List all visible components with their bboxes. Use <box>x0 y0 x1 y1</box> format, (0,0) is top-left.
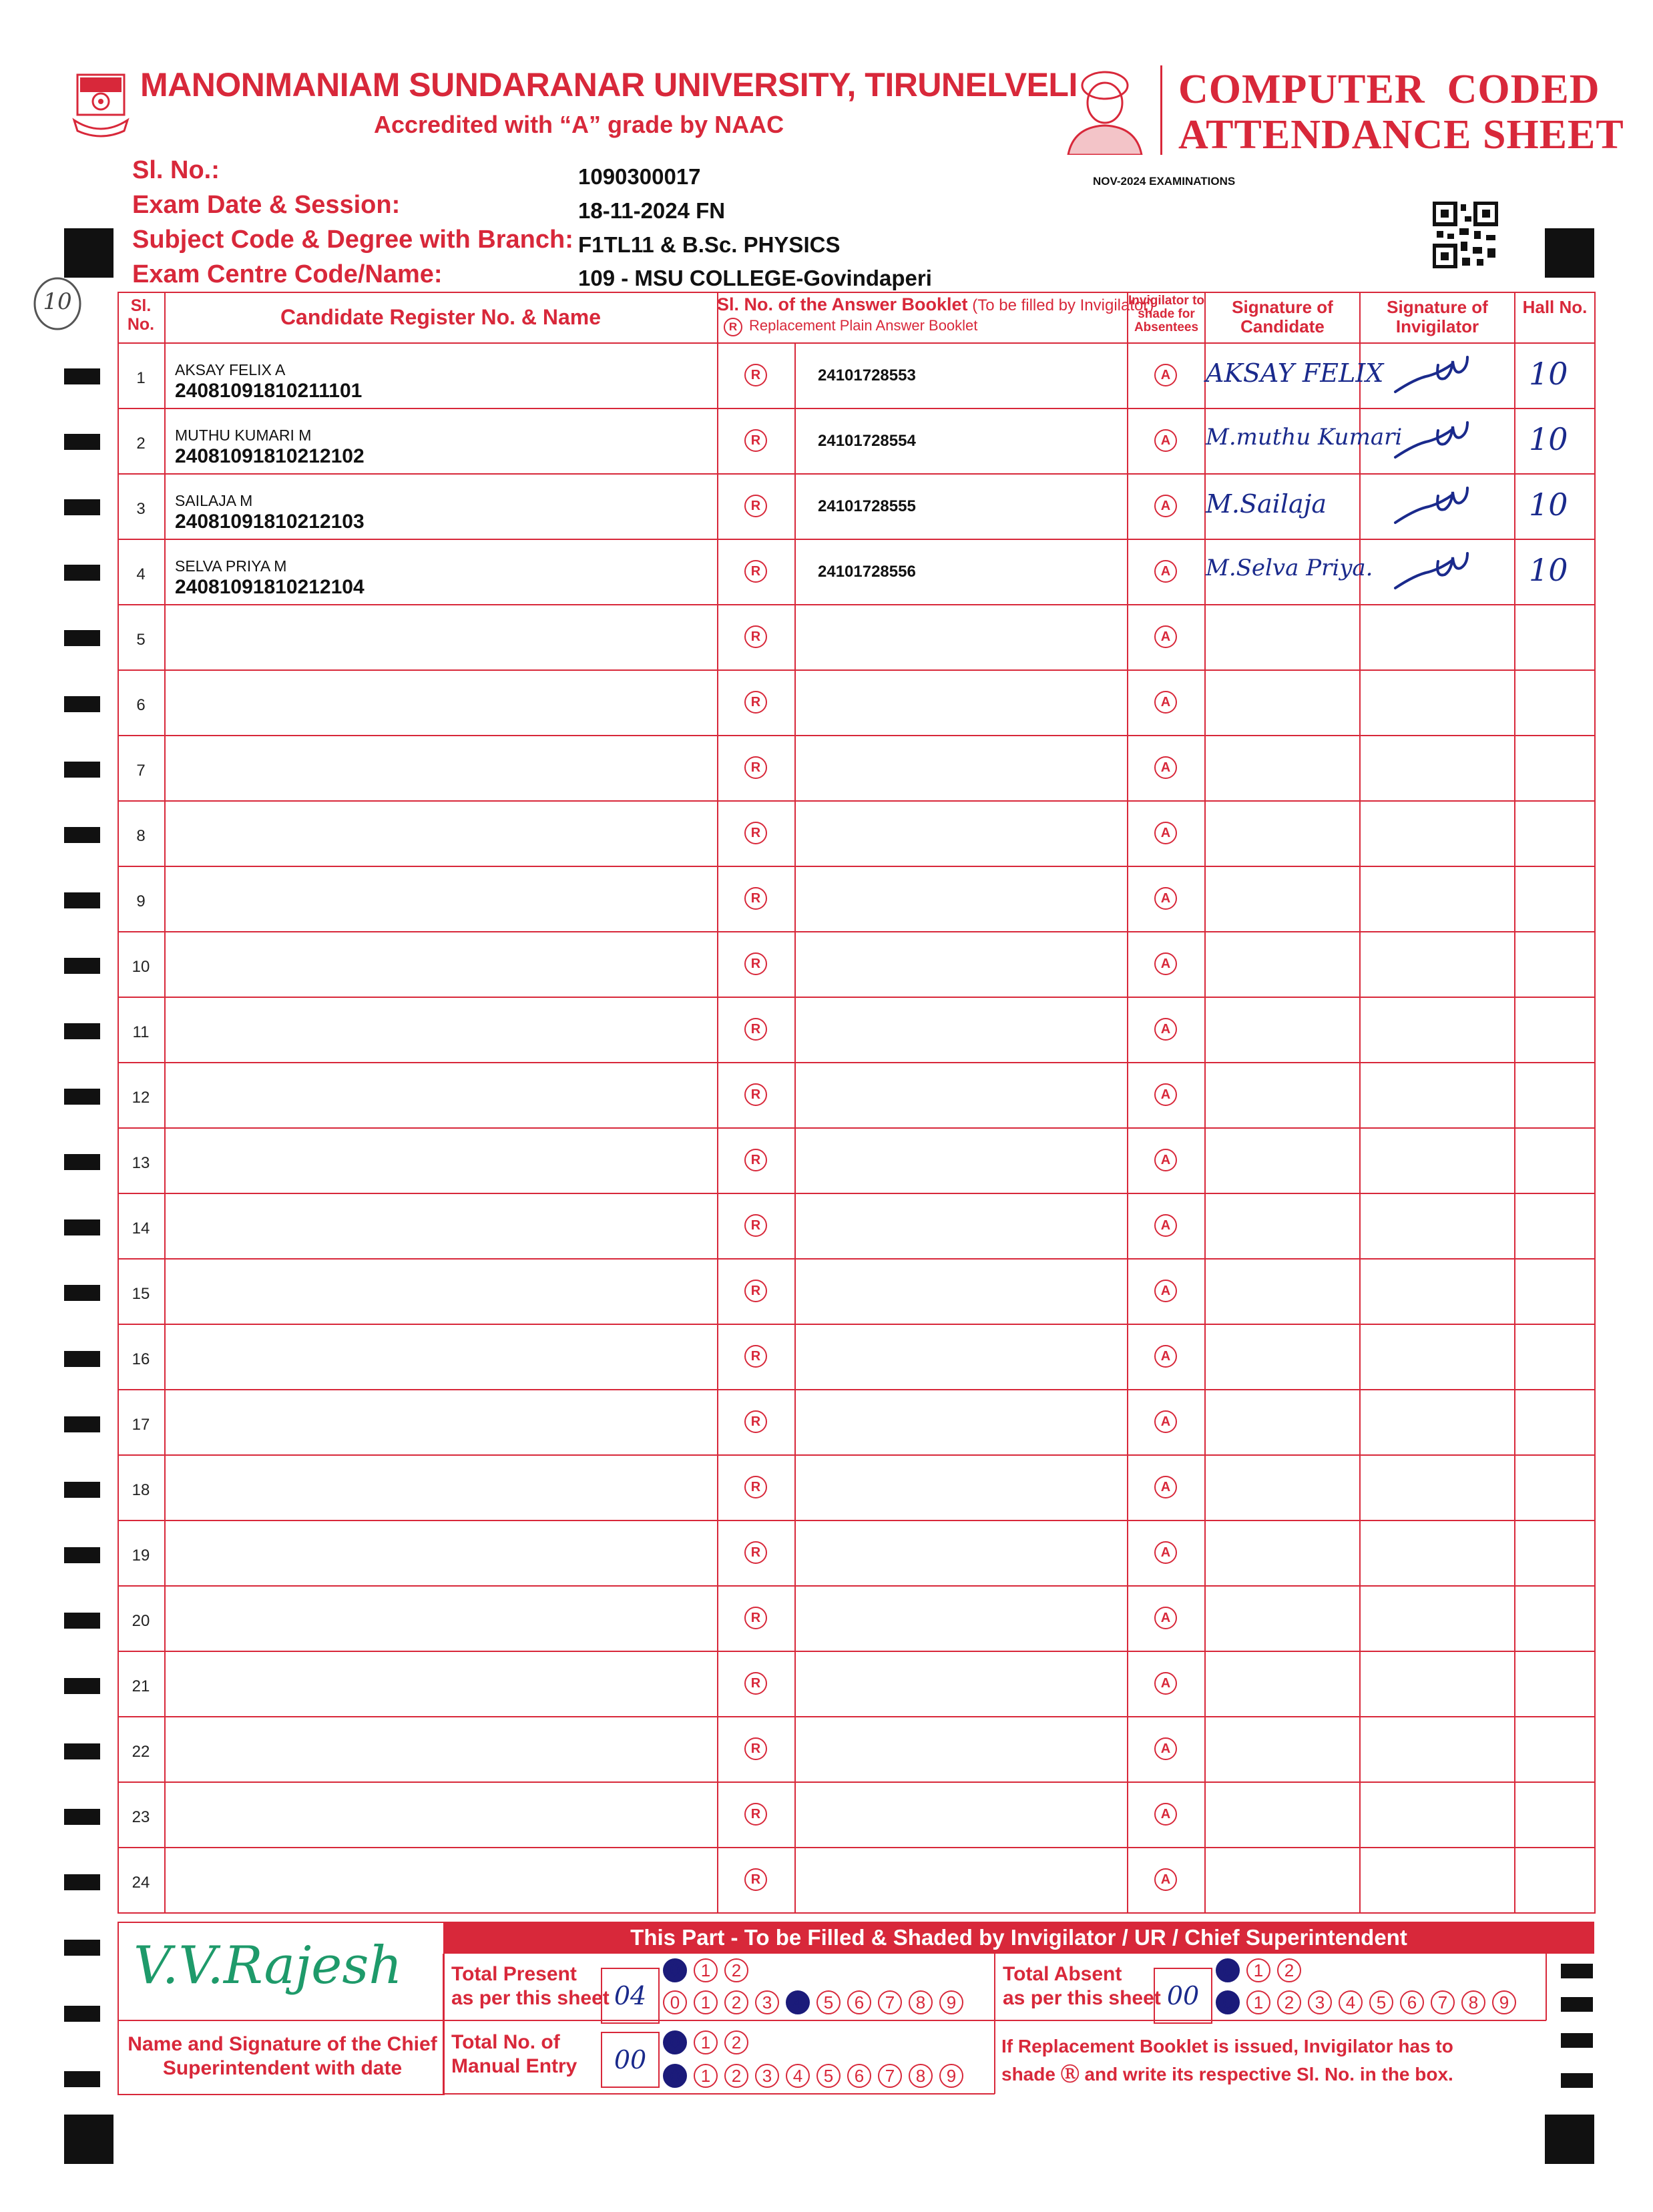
digit-bubble[interactable]: 2 <box>724 1958 748 1982</box>
timing-mark <box>64 1154 100 1170</box>
digit-bubble[interactable]: 0 <box>663 2030 687 2054</box>
row-sl-no: 4 <box>136 565 146 583</box>
row-sl-no: 17 <box>132 1416 150 1434</box>
table-top-border <box>117 292 1594 293</box>
header-divider <box>1160 65 1162 155</box>
absentee-bubble[interactable]: A <box>1154 1737 1177 1760</box>
absentee-bubble[interactable]: A <box>1154 1410 1177 1433</box>
table-row-border <box>117 1258 1594 1260</box>
table-row-border <box>117 669 1594 671</box>
digit-bubble[interactable]: 1 <box>1246 1990 1270 2014</box>
replacement-bubble[interactable]: R <box>744 1214 767 1237</box>
digit-bubble[interactable]: 0 <box>663 1990 687 2014</box>
absentee-bubble[interactable]: A <box>1154 1868 1177 1891</box>
row-sl-no: 13 <box>132 1154 150 1172</box>
digit-bubble[interactable]: 4 <box>786 2064 810 2088</box>
digit-bubble[interactable]: 5 <box>816 2064 841 2088</box>
absentee-bubble[interactable]: A <box>1154 1149 1177 1171</box>
row-sl-no: 23 <box>132 1808 150 1826</box>
total-absent-box[interactable]: 00 <box>1154 1968 1212 2024</box>
digit-bubble[interactable]: 9 <box>939 1990 963 2014</box>
absentee-bubble[interactable]: A <box>1154 1803 1177 1826</box>
table-row-border <box>117 1847 1594 1848</box>
hall-no: 10 <box>1529 552 1568 588</box>
absentee-bubble[interactable]: A <box>1154 952 1177 975</box>
timing-mark <box>64 630 100 646</box>
manual-entry-box[interactable]: 00 <box>601 2032 660 2088</box>
digit-bubble[interactable]: 0 <box>663 1958 687 1982</box>
table-row-border <box>117 1193 1594 1194</box>
sl-no-label: Sl. No.: <box>132 156 220 184</box>
digit-bubble[interactable]: 2 <box>724 2064 748 2088</box>
row-sl-no: 22 <box>132 1743 150 1761</box>
absentee-bubble[interactable]: A <box>1154 1541 1177 1564</box>
row-sl-no: 14 <box>132 1219 150 1237</box>
absentee-bubble[interactable]: A <box>1154 1476 1177 1498</box>
digit-bubble[interactable]: 8 <box>1461 1990 1485 2014</box>
timing-mark <box>64 696 100 712</box>
chief-signature: V.V.Rajesh <box>134 1936 403 1996</box>
table-column-border <box>1594 292 1596 1914</box>
candidate-name: SAILAJA M <box>175 492 253 509</box>
timing-mark <box>64 1219 100 1235</box>
timing-mark <box>1545 2115 1594 2164</box>
manual-entry-label: Total No. of Manual Entry <box>451 2031 577 2077</box>
row-sl-no: 20 <box>132 1612 150 1630</box>
timing-mark <box>64 762 100 778</box>
digit-bubble[interactable]: 4 <box>786 1990 810 2014</box>
header-sig-invigilator: Signature of Invigilator <box>1387 297 1488 336</box>
absentee-bubble[interactable]: A <box>1154 822 1177 844</box>
timing-mark <box>64 2071 100 2087</box>
answer-booklet-no: 24101728555 <box>818 497 916 515</box>
table-column-border <box>1359 292 1361 1914</box>
digit-bubble[interactable]: 8 <box>909 1990 933 2014</box>
digit-bubble[interactable]: 1 <box>694 1990 718 2014</box>
timing-mark <box>64 1089 100 1105</box>
accreditation-text: Accredited with “A” grade by NAAC <box>374 111 784 138</box>
digit-bubble[interactable]: 8 <box>909 2064 933 2088</box>
timing-mark <box>64 827 100 843</box>
row-sl-no: 5 <box>136 631 146 649</box>
founder-portrait <box>1061 65 1148 155</box>
table-row-border <box>117 1324 1594 1325</box>
candidate-name: SELVA PRIYA M <box>175 557 287 575</box>
absentee-bubble[interactable]: A <box>1154 887 1177 910</box>
digit-bubble[interactable]: 2 <box>724 2030 748 2054</box>
timing-mark <box>64 1416 100 1432</box>
digit-bubble[interactable]: 3 <box>755 1990 779 2014</box>
total-absent-label: Total Absent as per this sheet <box>1003 1963 1161 2009</box>
row-sl-no: 6 <box>136 696 146 714</box>
centre-label: Exam Centre Code/Name: <box>132 260 443 288</box>
answer-booklet-no: 24101728553 <box>818 366 916 384</box>
replacement-bubble[interactable]: R <box>744 1803 767 1826</box>
replacement-bubble[interactable]: R <box>744 1149 767 1171</box>
absentee-bubble[interactable]: A <box>1154 1214 1177 1237</box>
row-sl-no: 19 <box>132 1547 150 1565</box>
absentee-bubble[interactable]: A <box>1154 756 1177 779</box>
candidate-register-no: 24081091810212104 <box>175 576 365 598</box>
candidate-signature: M.Sailaja <box>1206 489 1327 519</box>
table-row-border <box>117 473 1594 475</box>
table-row-border <box>117 866 1594 867</box>
subject-label: Subject Code & Degree with Branch: <box>132 226 573 254</box>
margin-note: 10 <box>43 288 72 315</box>
chief-superintendent-label: Name and Signature of the Chief Superintendent with date <box>128 2033 437 2079</box>
timing-mark <box>64 958 100 974</box>
timing-mark <box>64 1482 100 1498</box>
replacement-bubble[interactable]: R <box>744 1868 767 1891</box>
absentee-bubble[interactable]: A <box>1154 1345 1177 1368</box>
digit-bubble[interactable]: 6 <box>847 2064 871 2088</box>
row-sl-no: 16 <box>132 1350 150 1368</box>
timing-mark <box>64 368 100 384</box>
digit-bubble[interactable]: 6 <box>847 1990 871 2014</box>
digit-bubble[interactable]: 1 <box>1246 1958 1270 1982</box>
absentee-bubble[interactable]: A <box>1154 1083 1177 1106</box>
row-sl-no: 8 <box>136 827 146 845</box>
candidate-register-no: 24081091810211101 <box>175 380 363 402</box>
row-sl-no: 24 <box>132 1874 150 1892</box>
table-row-border <box>117 1781 1594 1783</box>
table-column-border <box>1204 292 1206 1914</box>
timing-mark <box>64 1874 100 1890</box>
timing-mark <box>64 1678 100 1694</box>
row-sl-no: 1 <box>136 369 146 387</box>
replacement-bubble[interactable]: R <box>744 1018 767 1041</box>
digit-bubble[interactable]: 5 <box>816 1990 841 2014</box>
table-row-border <box>117 931 1594 932</box>
footer-band: This Part - To be Filled & Shaded by Invigilator / UR / Chief Superintendent <box>443 1922 1594 1954</box>
header-candidate: Candidate Register No. & Name <box>280 305 602 329</box>
absentee-bubble[interactable]: A <box>1154 1607 1177 1629</box>
replacement-bubble[interactable]: R <box>744 1410 767 1433</box>
answer-booklet-no: 24101728556 <box>818 563 916 581</box>
table-column-border <box>717 292 718 1914</box>
sl-no-value: 1090300017 <box>578 164 701 189</box>
replacement-bubble-icon: R <box>724 318 742 336</box>
exam-period: NOV-2024 EXAMINATIONS <box>1093 175 1236 188</box>
row-sl-no: 9 <box>136 892 146 910</box>
timing-mark <box>64 499 100 515</box>
digit-bubble[interactable]: 1 <box>694 1958 718 1982</box>
replacement-bubble[interactable]: R <box>744 952 767 975</box>
subject-value: F1TL11 & B.Sc. PHYSICS <box>578 232 841 257</box>
absentee-bubble[interactable]: A <box>1154 429 1177 452</box>
university-name: MANONMANIAM SUNDARANAR UNIVERSITY, TIRUNELVELI <box>140 66 1078 103</box>
table-column-border <box>1127 292 1128 1914</box>
timing-mark <box>64 1547 100 1563</box>
replacement-bubble[interactable]: R <box>744 495 767 517</box>
digit-bubble[interactable]: 3 <box>1308 1990 1332 2014</box>
replacement-bubble[interactable]: R <box>744 887 767 910</box>
absentee-bubble[interactable]: A <box>1154 1672 1177 1695</box>
absentee-bubble[interactable]: A <box>1154 625 1177 648</box>
replacement-bubble[interactable]: R <box>744 1345 767 1368</box>
row-sl-no: 11 <box>132 1023 150 1041</box>
timing-mark <box>64 228 113 278</box>
digit-bubble[interactable]: 2 <box>724 1990 748 2014</box>
digit-bubble[interactable]: 2 <box>1277 1958 1301 1982</box>
hall-no: 10 <box>1529 356 1568 392</box>
total-present-label: Total Present as per this sheet <box>451 1963 610 2009</box>
candidate-name: AKSAY FELIX A <box>175 361 286 378</box>
replacement-bubble[interactable]: R <box>744 822 767 844</box>
replacement-bubble[interactable]: R <box>744 429 767 452</box>
invigilator-signature <box>1389 483 1475 529</box>
candidate-register-no: 24081091810212103 <box>175 511 365 533</box>
digit-bubble[interactable]: 0 <box>1216 1990 1240 2014</box>
header-booklet-main: Sl. No. of the Answer Booklet <box>717 294 968 314</box>
timing-mark <box>64 1285 100 1301</box>
table-column-border <box>1514 292 1515 1914</box>
candidate-name: MUTHU KUMARI M <box>175 427 312 444</box>
replacement-bubble[interactable]: R <box>744 1737 767 1760</box>
absentee-bubble[interactable]: A <box>1154 364 1177 386</box>
timing-mark <box>64 1743 100 1759</box>
timing-mark <box>64 434 100 450</box>
invigilator-signature <box>1389 417 1475 464</box>
candidate-signature: M.muthu Kumari <box>1206 424 1403 451</box>
timing-mark <box>64 1351 100 1367</box>
exam-date-label: Exam Date & Session: <box>132 191 401 219</box>
timing-mark <box>64 565 100 581</box>
digit-bubble[interactable]: 6 <box>1400 1990 1424 2014</box>
margin-note-circle <box>31 275 84 332</box>
timing-mark <box>64 2006 100 2022</box>
replacement-bubble[interactable]: R <box>744 1672 767 1695</box>
digit-bubble[interactable]: 9 <box>1492 1990 1516 2014</box>
digit-bubble[interactable]: 7 <box>878 2064 902 2088</box>
header-hall-no: Hall No. <box>1522 297 1588 317</box>
timing-mark <box>64 1023 100 1039</box>
row-sl-no: 12 <box>132 1089 150 1107</box>
centre-value: 109 - MSU COLLEGE-Govindaperi <box>578 266 932 290</box>
qr-code <box>1433 202 1498 268</box>
hall-no: 10 <box>1529 421 1568 457</box>
table-header-border <box>117 342 1594 344</box>
table-row-border <box>117 539 1594 540</box>
timing-mark <box>1545 228 1594 278</box>
header-replacement-note <box>724 318 1124 336</box>
timing-mark <box>64 1940 100 1956</box>
header-sl-no: Sl. No. <box>127 296 155 334</box>
table-row-border <box>117 604 1594 605</box>
timing-mark <box>64 892 100 908</box>
table-column-border <box>164 292 166 1914</box>
timing-mark <box>64 2115 113 2164</box>
answer-booklet-no: 24101728554 <box>818 432 916 450</box>
digit-bubble[interactable]: 2 <box>1277 1990 1301 2014</box>
replacement-bubble[interactable]: R <box>744 364 767 386</box>
replacement-bubble[interactable]: R <box>744 560 767 583</box>
absentee-bubble[interactable]: A <box>1154 691 1177 714</box>
replacement-note: If Replacement Booklet is issued, Invigilator has to shade Ⓡ and write its respective Sl. No. in the box. <box>1001 2036 1453 2085</box>
replacement-note-text: Replacement Plain Answer Booklet <box>749 317 978 334</box>
total-present-box[interactable]: 04 <box>601 1968 660 2024</box>
sheet-title: COMPUTER CODED ATTENDANCE SHEET <box>1178 67 1624 158</box>
row-sl-no: 2 <box>136 435 146 453</box>
header-booklet-note: (To be filled by Invigilator) <box>967 296 1154 314</box>
digit-bubble[interactable]: 7 <box>1431 1990 1455 2014</box>
digit-bubble[interactable]: 7 <box>878 1990 902 2014</box>
digit-bubble[interactable]: 1 <box>694 2064 718 2088</box>
timing-mark <box>64 1809 100 1825</box>
replacement-bubble[interactable]: R <box>744 756 767 779</box>
invigilator-signature <box>1389 548 1475 595</box>
header-booklet <box>717 294 1154 315</box>
table-row-border <box>117 1651 1594 1652</box>
table-row-border <box>117 1127 1594 1129</box>
row-sl-no: 15 <box>132 1285 150 1303</box>
table-row-border <box>117 1389 1594 1390</box>
replacement-bubble[interactable]: R <box>744 625 767 648</box>
exam-date-value: 18-11-2024 FN <box>578 198 726 223</box>
digit-bubble[interactable]: 0 <box>1216 1958 1240 1982</box>
absentee-bubble[interactable]: A <box>1154 560 1177 583</box>
table-row-border <box>117 735 1594 736</box>
row-sl-no: 10 <box>132 958 150 976</box>
absentee-bubble[interactable]: A <box>1154 495 1177 517</box>
replacement-bubble[interactable]: R <box>744 691 767 714</box>
table-row-border <box>117 1062 1594 1063</box>
table-column-border <box>794 342 796 1914</box>
replacement-bubble[interactable]: R <box>744 1607 767 1629</box>
table-row-border <box>117 1585 1594 1587</box>
hall-no: 10 <box>1529 487 1568 523</box>
digit-bubble[interactable]: 3 <box>755 2064 779 2088</box>
absentee-bubble[interactable]: A <box>1154 1280 1177 1302</box>
row-sl-no: 18 <box>132 1481 150 1499</box>
replacement-bubble[interactable]: R <box>744 1541 767 1564</box>
digit-bubble[interactable]: 4 <box>1339 1990 1363 2014</box>
row-sl-no: 3 <box>136 500 146 518</box>
table-row-border <box>117 1716 1594 1717</box>
digit-bubble[interactable]: 0 <box>663 2064 687 2088</box>
timing-mark <box>64 1613 100 1629</box>
candidate-register-no: 24081091810212102 <box>175 445 365 467</box>
replacement-bubble[interactable]: R <box>744 1476 767 1498</box>
table-row-border <box>117 1520 1594 1521</box>
replacement-bubble[interactable]: R <box>744 1083 767 1106</box>
header-sig-candidate: Signature of Candidate <box>1232 297 1333 336</box>
row-sl-no: 21 <box>132 1677 150 1695</box>
replacement-bubble[interactable]: R <box>744 1280 767 1302</box>
candidate-signature: M.Selva Priya. <box>1206 555 1373 581</box>
digit-bubble[interactable]: 1 <box>694 2030 718 2054</box>
digit-bubble[interactable]: 9 <box>939 2064 963 2088</box>
university-logo <box>71 72 131 139</box>
row-sl-no: 7 <box>136 762 146 780</box>
table-row-border <box>117 800 1594 802</box>
table-row-border <box>117 1912 1594 1914</box>
table-row-border <box>117 408 1594 409</box>
candidate-signature: AKSAY FELIX <box>1206 358 1384 388</box>
header-absentees: Invigilator to shade for Absentees <box>1128 294 1204 334</box>
table-row-border <box>117 997 1594 998</box>
absentee-bubble[interactable]: A <box>1154 1018 1177 1041</box>
table-row-border <box>117 1454 1594 1456</box>
digit-bubble[interactable]: 5 <box>1369 1990 1393 2014</box>
invigilator-signature <box>1389 352 1475 398</box>
